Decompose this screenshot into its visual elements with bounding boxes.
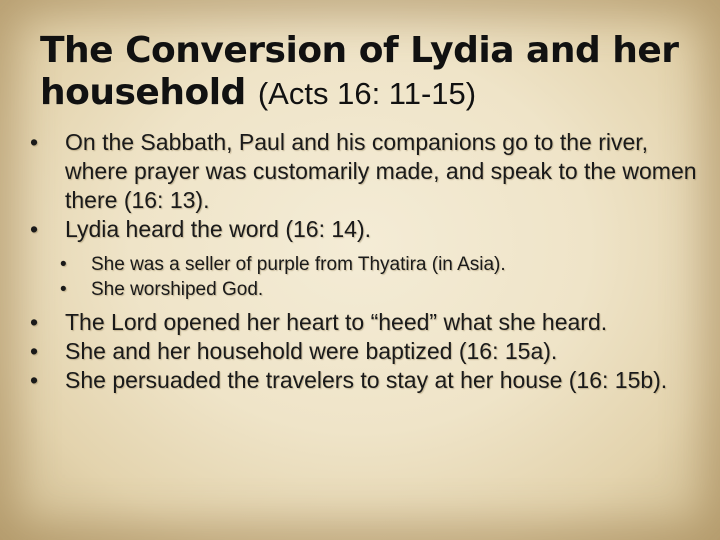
bullet-text: On the Sabbath, Paul and his companions go to the river, where prayer was customarily made, and speak to the women there (16: 13).: [65, 129, 697, 213]
bullet-item: [30, 308, 700, 337]
bullet-list: [30, 128, 700, 395]
sub-bullet-marker: •: [60, 254, 67, 275]
bullet-marker: •: [30, 309, 39, 335]
slide-title: [40, 30, 700, 115]
bullet-text: Lydia heard the word (16: 14).: [65, 216, 371, 242]
title-main: The Conversion of Lydia and her household: [40, 30, 679, 113]
bullet-item: [30, 337, 700, 366]
bullet-marker: •: [30, 338, 39, 364]
bullet-marker: •: [30, 216, 39, 242]
bullet-item: [30, 128, 700, 215]
bullet-text: She and her household were baptized (16: 15a).: [65, 338, 558, 364]
bullet-marker: •: [30, 367, 39, 393]
sub-bullet-text: She was a seller of purple from Thyatira (in Asia).: [91, 254, 506, 275]
sub-bullet-item: [30, 277, 700, 302]
title-reference: (Acts 16: 11-15): [257, 76, 477, 111]
sub-bullet-marker: •: [60, 279, 67, 300]
sub-bullet-text: She worshiped God.: [91, 279, 264, 300]
bullet-item: [30, 215, 700, 244]
sub-bullet-item: [30, 252, 700, 277]
bullet-text: She persuaded the travelers to stay at her house (16: 15b).: [65, 367, 668, 393]
bullet-text: The Lord opened her heart to “heed” what she heard.: [65, 309, 608, 335]
bullet-marker: •: [30, 129, 39, 155]
bullet-item: [30, 366, 700, 395]
